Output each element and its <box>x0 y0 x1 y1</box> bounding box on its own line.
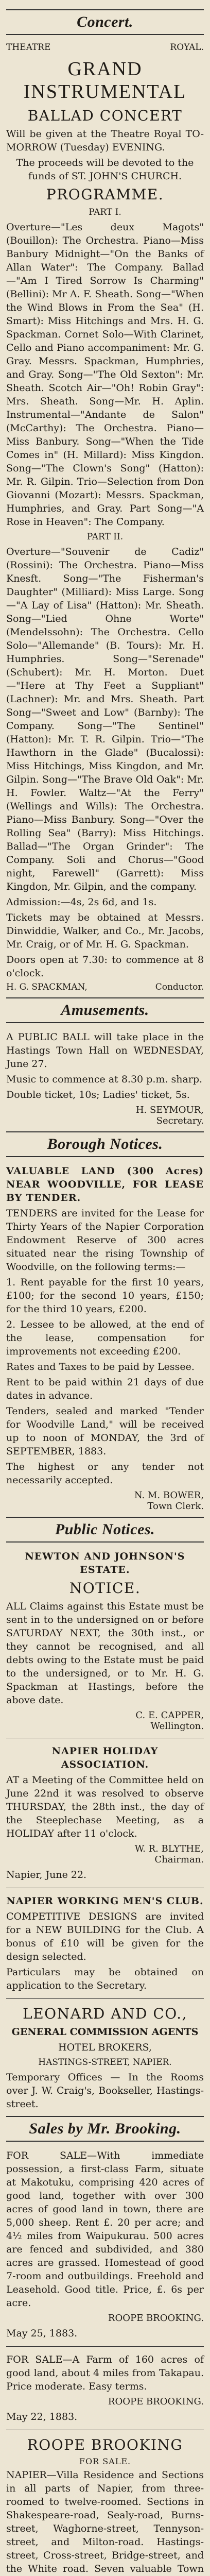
divider <box>6 2346 204 2347</box>
venue-right: ROYAL. <box>170 42 204 53</box>
amusements-music: Music to commence at 8.30 p.m. sharp. <box>6 1074 203 1085</box>
conductor-row <box>6 982 204 992</box>
brooking-date2: May 22, 1883. <box>6 2411 78 2422</box>
conductor-role: Conductor. <box>155 982 204 992</box>
section-header-concert: Concert. <box>6 9 204 35</box>
leonard-line2: HOTEL BROKERS, <box>58 2042 152 2053</box>
holiday-title: NAPIER HOLIDAY ASSOCIATION. <box>51 1745 159 1770</box>
amusements-text: A PUBLIC BALL will take place in the Hastings Town Hall on WEDNESDAY, June 27. <box>6 1031 204 1070</box>
public-headline: NEWTON AND JOHNSON'S ESTATE. <box>25 1551 185 1575</box>
section-header-public: Public Notices. <box>6 1517 204 1543</box>
holiday-name: W. R. BLYTHE, <box>134 1843 204 1854</box>
brooking-name1: ROOPE BROOKING. <box>108 2313 204 2324</box>
leonard-text: Temporary Offices — In the Rooms over J. W. Craig's, Bookseller, Hastings-street. <box>6 2072 204 2110</box>
admission-text: Admission:—4s, 2s 6d, and 1s. <box>6 896 157 908</box>
borough-text2: 1. Rent payable for the first 10 years, £100; for the second 10 years, £150; for the third 10 years, £200. <box>6 1277 204 1315</box>
brooking-sub: FOR SALE. <box>79 2456 131 2466</box>
part2-text: Overture—"Souvenir de Cadiz" (Rossini): The Orchestra. Piano—Miss Knesft. Song—"The Fisherman's Daughter" (Milliard): Miss Large. Song—"A Lay of Lisa" (Hatton): Mr. Sheath. Song—"Lied Ohne Worte" (Mendelssohn): The Orchestra. Cello Solo—"Allemande" (B. Tours): Mr. H. Humphries. Song—"Serenade" (Schubert): Mr. H. Morton. Duet—"Here at Thy Feet a Suppliant" (Lachner): Mr. and Mrs. Sheath. Part Song—"Sweet and Low" (Barnby): The Company. Song—"The Sentinel" (Hatton): Mr. T. R. Gilpin. Trio—"The Hawthorn in the Glade" (Bucalossi): Miss Hitchings, Miss Kingdon, and Mr. Gilpin. Song—"The Brave Old Oak": Mr. H. Fowler. Waltz—"At the Ferry" (Wellings and Wills): The Orchestra. Piano—Miss Banbury. Song—"Over the Rolling Sea" (Barry): Miss Hitchings. Ballad—"The Organ Grinder": The Company. Soli and Chorus—"Good night, Farewell" (Garrett): Miss Kingdon, Mr. Gilpin, and the company. <box>6 546 204 892</box>
brooking-text1: FOR SALE—With immediate possession, a first-class Farm, situate at Makotuku, comprising 420 acres of good land, together with over 300 acres of good land in town, there are 5,000 sheep. Rent £. 20 per acre; and 4½ miles from Waipukurau. 500 acres are fenced and subdivided, and 380 acres are grassed. Homestead of good 7-room and outbuildings. Freehold and Leasehold. Good title. Price, £. 6s per acre. <box>6 2150 204 2309</box>
public-text: ALL Claims against this Estate must be sent in to the undersigned on or before SATURDAY NEXT, the 30th inst., or they cannot be recognised, and all debts owing to the Estate must be paid to the undersigned, or to Mr. H. G. Spackman at Hastings, before the above date. <box>6 1601 204 1706</box>
doors-text: Doors open at 7.30: to commence at 8 o'clock. <box>6 954 204 979</box>
borough-text5: Rent to be paid within 21 days of due dates in advance. <box>6 1377 204 1401</box>
brooking-text3: NAPIER—Villa Residence and Sections in all parts of Napier, from three-roomed to twelve-roomed. Sections in Shakespeare-road, Sealy-road, Burns-street, Waghorne-street, Tennyson-street, and Milton-road. Hastings-street, Cross-street, Bridge-street, and the White road. Seven valuable Town <box>6 2469 204 2574</box>
holiday-signature <box>6 1843 204 1865</box>
borough-name: N. M. BOWER, <box>134 1490 204 1501</box>
working-text2: Particulars may be obtained on application to the Secretary. <box>6 1967 204 1991</box>
amusements-name: H. SEYMOUR, <box>135 1105 204 1115</box>
part1-text: Overture—"Les deux Magots" (Bouillon): The Orchestra. Piano—Miss Banbury Midnight—"On the Banks of Allan Water": The Company. Ballad—"Am I Tired Sorrow Is Charming" (Bellini): Mr A. F. Sheath. Song—"When the Wind Blows in From the Sea" (H. Smart): Miss Hitchings and Mrs. H. G. Spackman. Cornet Solo—With Clarinet, Cello and Piano accompaniment: Mr. G. Gray. Messrs. Spackman, Humphries, and Gray. Song—"The Old Sexton": Mr. Sheath. Scotch Air—"Oh! Robin Gray": Mrs. Sheath. Song—Mr. H. Aplin. Instrumental—"Andante de Salon" (McCarthy): The Orchestra. Piano—Miss Banbury. Song—"When the Tide Comes in" (H. Millard): Miss Kingdon. Song—"The Clown's Song" (Hatton): Mr. R. Gilpin. Trio—Selection from Don Giovanni (Mozart): Messrs. Spackman, Humphries, and Gray. Part Song—"A Rose in Heaven": The Company. <box>6 222 204 528</box>
public-notice: NOTICE. <box>69 1580 141 1597</box>
borough-text4: Rates and Taxes to be paid by Lessee. <box>6 1361 195 1372</box>
borough-signature <box>6 1490 204 1512</box>
holiday-role: Chairman. <box>154 1854 204 1865</box>
concert-headline: GRAND INSTRUMENTAL <box>23 58 187 103</box>
section-header-amusements: Amusements. <box>6 997 204 1023</box>
brooking-headline: ROOPE BROOKING <box>27 2436 183 2453</box>
brooking-text2: FOR SALE—A Farm of 160 acres of good land, about 4 miles from Takapau. Price moderate. Easy terms. <box>6 2354 204 2392</box>
concert-subheadline: BALLAD CONCERT <box>27 107 183 124</box>
brooking-date1: May 25, 1883. <box>6 2328 78 2339</box>
conductor-name: H. G. SPACKMAN, <box>6 982 87 992</box>
amusements-ticket: Double ticket, 10s; Ladies' ticket, 5s. <box>6 1089 190 1100</box>
borough-text3: 2. Lessee to be allowed, at the end of the lease, compensation for improvements not exceeding £200. <box>6 1319 204 1357</box>
amusements-signature <box>6 1105 204 1126</box>
amusements-role: Secretary. <box>156 1115 204 1126</box>
holiday-text: AT a Meeting of the Committee held on June 22nd it was resolved to observe THURSDAY, the 28th inst., the day of the Steeplechase Meeting, as a HOLIDAY after 11 o'clock. <box>6 1774 204 1839</box>
leonard-name: LEONARD AND CO., <box>23 2005 187 2022</box>
concert-proceeds: The proceeds will be devoted to the funds of ST. JOHN'S CHURCH. <box>16 157 194 182</box>
borough-text6: Tenders, sealed and marked "Tender for Woodville Land," will be received up to noon of MONDAY, the 3rd of SEPTEMBER, 1883. <box>6 1405 204 1457</box>
borough-role: Town Clerk. <box>147 1501 204 1512</box>
tickets-text: Tickets may be obtained at Messrs. Dinwiddie, Walker, and Co., Mr. Jacobs, Mr. Craig, or of Mr. H. G. Spackman. <box>6 912 204 950</box>
concert-intro: Will be given at the Theatre Royal TO-MORROW (Tuesday) EVENING. <box>6 128 204 153</box>
public-signature <box>6 1710 204 1732</box>
working-text: COMPETITIVE DESIGNS are invited for a NEW BUILDING for the Club. A bonus of £10 will be given for the design selected. <box>6 1911 204 1962</box>
section-header-brooking: Sales by Mr. Brooking. <box>6 2116 204 2142</box>
venue-row <box>6 42 204 53</box>
borough-text1: TENDERS are invited for the Lease for Thirty Years of the Napier Corporation Endowment Reserve of 300 acres situated near the rising Township of Woodville, on the following terms:— <box>6 1208 204 1273</box>
borough-headline: VALUABLE LAND (300 Acres) NEAR WOODVILLE, FOR LEASE BY TENDER. <box>6 1165 204 1204</box>
section-header-borough: Borough Notices. <box>6 1131 204 1157</box>
leonard-line1: GENERAL COMMISSION AGENTS <box>11 2026 199 2038</box>
part1-title: PART I. <box>89 207 121 217</box>
holiday-date: Napier, June 22. <box>6 1869 87 1880</box>
leonard-line3: HASTINGS-STREET, NAPIER. <box>38 2057 172 2067</box>
public-name: C. E. CAPPER, <box>135 1710 204 1721</box>
working-title: NAPIER WORKING MEN'S CLUB. <box>6 1895 204 1907</box>
venue-left: THEATRE <box>6 42 51 53</box>
part2-title: PART II. <box>86 532 124 542</box>
divider <box>6 1998 204 1999</box>
borough-text7: The highest or any tender not necessarily accepted. <box>6 1461 204 1486</box>
brooking-name2: ROOPE BROOKING. <box>108 2396 204 2407</box>
public-place: Wellington. <box>150 1721 204 1732</box>
programme-title: PROGRAMME. <box>46 186 164 203</box>
